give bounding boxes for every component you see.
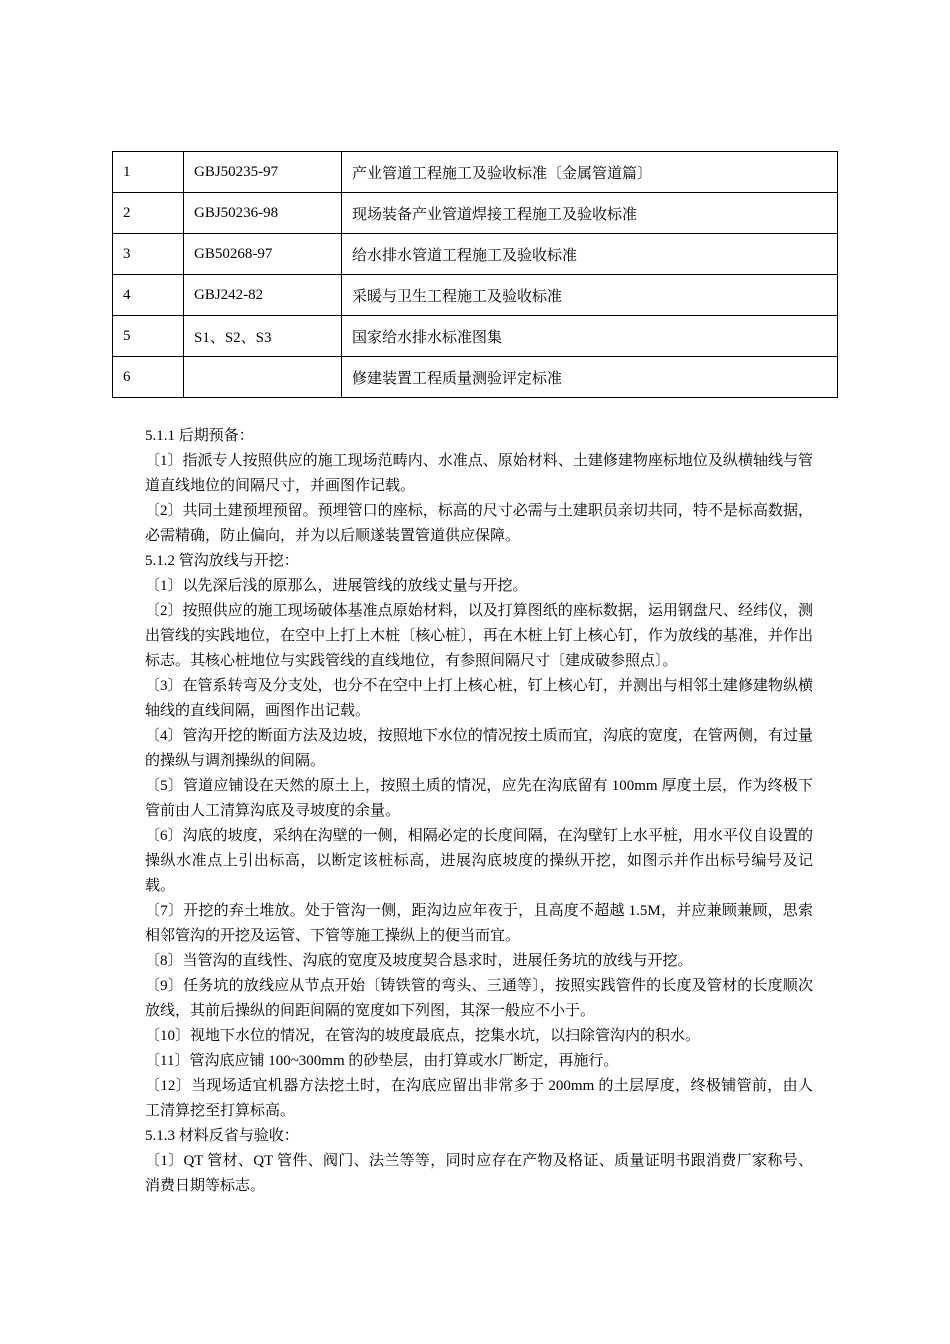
section-heading: 5.1.2 管沟放线与开挖： (145, 553, 299, 569)
standard-title: 修建装置工程质量测验评定标准 (342, 357, 838, 398)
paragraph: 〔1〕以先深后浅的原那么，进展管线的放线丈量与开挖。 (145, 578, 528, 594)
paragraph: 〔12〕当现场适宜机器方法挖土时，在沟底应留出非常多于 200mm 的土层厚度，终极铺管前，由人工清算挖至打算标高。 (145, 1078, 813, 1119)
paragraph: 〔9〕任务坑的放线应从节点开始〔铸铁管的弯头、三通等〕，按照实践管件的长度及管材的长度顺次放线，其前后操纵的间距间隔的宽度如下列图，其深一般应不小于。 (145, 978, 813, 1019)
paragraph: 〔3〕在管系转弯及分支处，也分不在空中上打上核心桩，钉上核心钉，并测出与相邻土建修建物纵横轴线的直线间隔，画图作出记载。 (145, 678, 813, 719)
paragraph: 〔2〕共同土建预埋预留。预埋管口的座标，标高的尺寸必需与土建职员亲切共同，特不是标高数据，必需精确，防止偏向，并为以后顺遂装置管道供应保障。 (145, 503, 813, 544)
paragraph: 〔5〕管道应铺设在天然的原土上，按照土质的情况，应先在沟底留有 100mm 厚度土层，作为终极下管前由人工清算沟底及寻坡度的余量。 (145, 778, 813, 819)
row-number: 5 (113, 316, 184, 357)
table-row (113, 275, 838, 316)
standard-code: GBJ50235-97 (184, 152, 342, 193)
document-body (145, 424, 813, 1199)
standard-code: S1、S2、S3 (184, 316, 342, 357)
paragraph: 〔6〕沟底的坡度，采纳在沟壁的一侧，相隔必定的长度间隔，在沟壁钉上水平桩，用水平仪自设置的操纵水准点上引出标高，以断定该桩标高，进展沟底坡度的操纵开挖，如图示并作出标号编号及记载。 (145, 828, 813, 894)
paragraph: 〔7〕开挖的弃土堆放。处于管沟一侧，距沟边应年夜于，且高度不超越 1.5M，并应兼顾兼顾，思索相邻管沟的开挖及运管、下管等施工操纵上的便当而宜。 (145, 903, 813, 944)
standard-code: GBJ242-82 (184, 275, 342, 316)
paragraph: 〔1〕QT 管材、QT 管件、阀门、法兰等等，同时应存在产物及格证、质量证明书跟消费厂家称号、消费日期等标志。 (145, 1153, 813, 1194)
standards-table (112, 151, 838, 398)
standard-title: 给水排水管道工程施工及验收标准 (342, 234, 838, 275)
paragraph: 〔2〕按照供应的施工现场破体基准点原始材料，以及打算图纸的座标数据，运用钢盘尺、经纬仪，测出管线的实践地位，在空中上打上木桩〔核心桩〕，再在木桩上钉上核心钉，作为放线的基准，并作出标志。其核心桩地位与实践管线的直线地位，有参照间隔尺寸〔建成破参照点〕。 (145, 603, 813, 669)
standard-title: 采暖与卫生工程施工及验收标准 (342, 275, 838, 316)
standard-title: 产业管道工程施工及验收标准〔金属管道篇〕 (342, 152, 838, 193)
row-number: 2 (113, 193, 184, 234)
table-row (113, 193, 838, 234)
table-row (113, 152, 838, 193)
table-row (113, 234, 838, 275)
table-row (113, 357, 838, 398)
paragraph: 〔8〕当管沟的直线性、沟底的宽度及坡度契合恳求时，进展任务坑的放线与开挖。 (145, 953, 693, 969)
paragraph: 〔10〕视地下水位的情况，在管沟的坡度最底点，挖集水坑，以扫除管沟内的积水。 (145, 1028, 701, 1044)
standard-code: GBJ50236-98 (184, 193, 342, 234)
paragraph: 〔11〕管沟底应铺 100~300mm 的砂垫层，由打算或水厂断定，再施行。 (145, 1053, 619, 1069)
standard-title: 现场装备产业管道焊接工程施工及验收标准 (342, 193, 838, 234)
paragraph: 〔4〕管沟开挖的断面方法及边坡，按照地下水位的情况按土质而宜，沟底的宽度，在管两侧，有过量的操纵与调剂操纵的间隔。 (145, 728, 813, 769)
row-number: 1 (113, 152, 184, 193)
standard-code: GB50268-97 (184, 234, 342, 275)
paragraph: 〔1〕指派专人按照供应的施工现场范畴内、水准点、原始材料、土建修建物座标地位及纵横轴线与管道直线地位的间隔尺寸，并画图作记载。 (145, 453, 813, 494)
row-number: 3 (113, 234, 184, 275)
standard-title: 国家给水排水标准图集 (342, 316, 838, 357)
table-row (113, 316, 838, 357)
section-heading: 5.1.3 材料反省与验收： (145, 1128, 299, 1144)
row-number: 6 (113, 357, 184, 398)
section-heading: 5.1.1 后期预备： (145, 428, 254, 444)
row-number: 4 (113, 275, 184, 316)
standard-code (184, 357, 342, 398)
